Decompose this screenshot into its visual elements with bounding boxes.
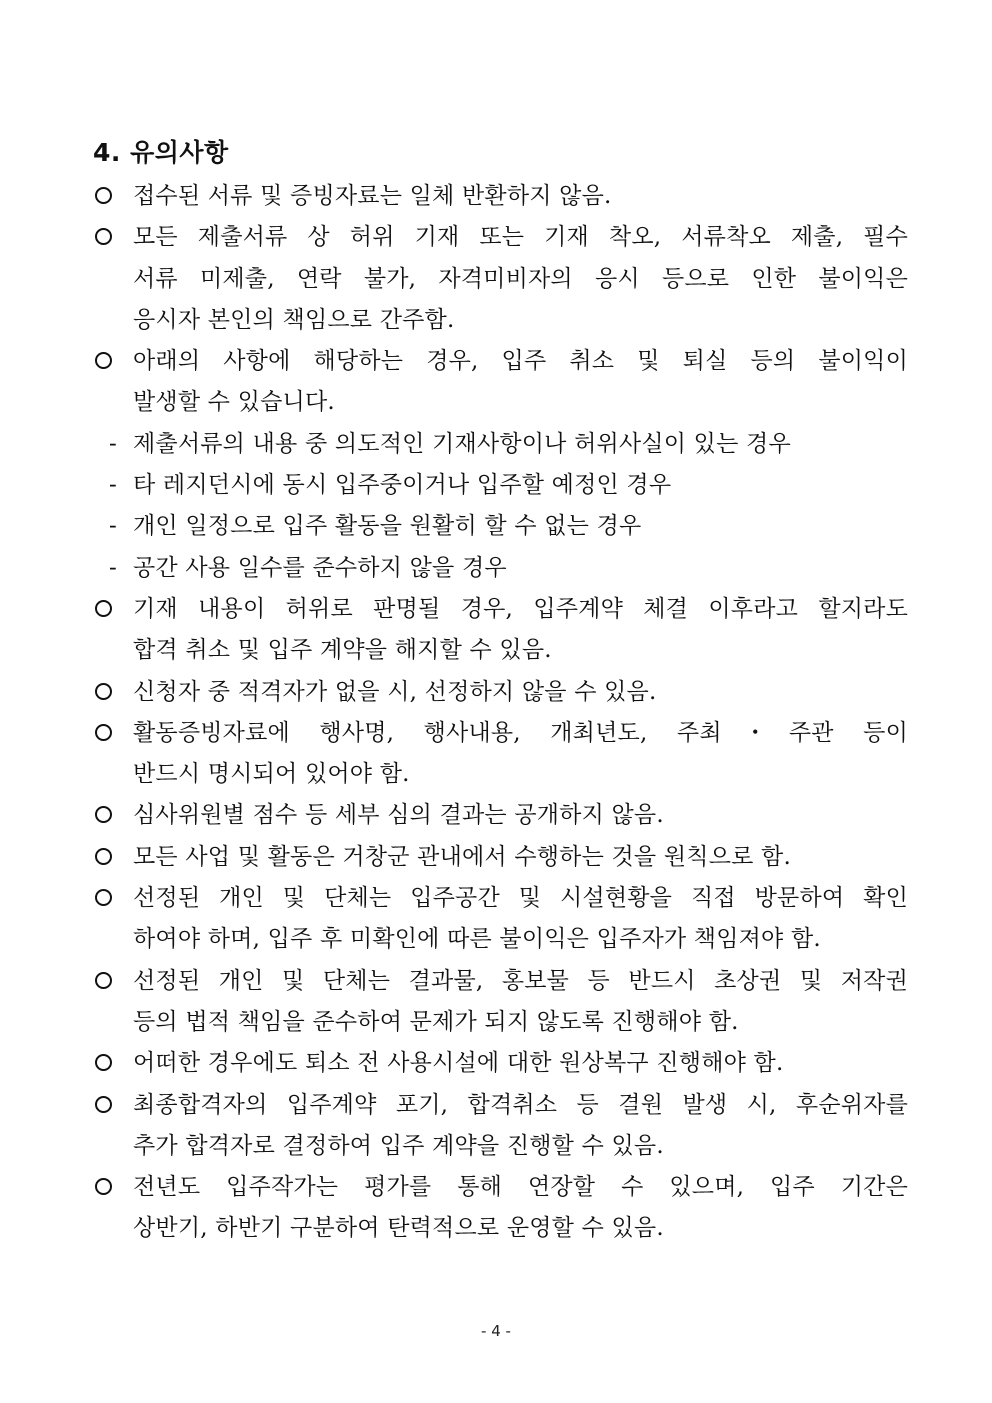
notice-line: 모든 제출서류 상 허위 기재 또는 기재 착오, 서류착오 제출, 필수	[133, 224, 908, 251]
notice-subitem	[93, 548, 908, 589]
dash-bullet-icon: -	[109, 513, 117, 540]
notice-item	[93, 961, 908, 1044]
notice-line: 아래의 사항에 해당하는 경우, 입주 취소 및 퇴실 등의 불이익이	[133, 348, 908, 375]
notice-line: 선정된 개인 및 단체는 결과물, 홍보물 등 반드시 초상권 및 저작권	[133, 967, 908, 994]
notice-line: 상반기, 하반기 구분하여 탄력적으로 운영할 수 있음.	[133, 1215, 664, 1242]
notice-item	[93, 589, 908, 672]
notice-item	[93, 1043, 908, 1084]
circle-bullet-icon	[95, 600, 112, 617]
circle-bullet-icon	[95, 1054, 112, 1071]
notice-item	[93, 217, 908, 341]
notice-item	[93, 672, 908, 713]
notice-line: 추가 합격자로 결정하여 입주 계약을 진행할 수 있음.	[133, 1132, 664, 1159]
notice-line: 발생할 수 있습니다.	[133, 389, 335, 416]
notice-line: 선정된 개인 및 단체는 입주공간 및 시설현황을 직접 방문하여 확인	[133, 885, 908, 912]
dash-bullet-icon: -	[109, 472, 117, 499]
notice-item	[93, 713, 908, 796]
notice-item	[93, 837, 908, 878]
notice-item	[93, 1085, 908, 1168]
notice-line: 개인 일정으로 입주 활동을 원활히 할 수 없는 경우	[133, 513, 642, 540]
notice-line: 전년도 입주작가는 평가를 통해 연장할 수 있으며, 입주 기간은	[133, 1174, 908, 1201]
circle-bullet-icon	[95, 1096, 112, 1113]
circle-bullet-icon	[95, 1178, 112, 1195]
notice-item	[93, 176, 908, 217]
notice-list	[93, 176, 908, 1250]
notice-line: 제출서류의 내용 중 의도적인 기재사항이나 허위사실이 있는 경우	[133, 430, 791, 457]
circle-bullet-icon	[95, 848, 112, 865]
dash-bullet-icon: -	[109, 554, 117, 581]
circle-bullet-icon	[95, 352, 112, 369]
notice-line: 심사위원별 점수 등 세부 심의 결과는 공개하지 않음.	[133, 802, 664, 829]
notice-subitem	[93, 465, 908, 506]
circle-bullet-icon	[95, 724, 112, 741]
circle-bullet-icon	[95, 889, 112, 906]
notice-line: 최종합격자의 입주계약 포기, 합격취소 등 결원 발생 시, 후순위자를	[133, 1091, 908, 1118]
notice-line: 어떠한 경우에도 퇴소 전 사용시설에 대한 원상복구 진행해야 함.	[133, 1050, 784, 1077]
notice-line: 접수된 서류 및 증빙자료는 일체 반환하지 않음.	[133, 183, 612, 209]
section-title: 4. 유의사항	[93, 138, 229, 167]
circle-bullet-icon	[95, 228, 112, 245]
notice-subitem	[93, 506, 908, 547]
circle-bullet-icon	[95, 187, 112, 204]
circle-bullet-icon	[95, 972, 112, 989]
notice-line: 반드시 명시되어 있어야 함.	[133, 761, 410, 788]
notice-line: 모든 사업 및 활동은 거창군 관내에서 수행하는 것을 원칙으로 함.	[133, 843, 791, 870]
notice-line: 서류 미제출, 연락 불가, 자격미비자의 응시 등으로 인한 불이익은	[133, 265, 908, 292]
notice-subitem	[93, 424, 908, 465]
circle-bullet-icon	[95, 683, 112, 700]
notice-line: 활동증빙자료에 행사명, 행사내용, 개최년도, 주최・주관 등이	[133, 719, 908, 746]
notice-line: 신청자 중 적격자가 없을 시, 선정하지 않을 수 있음.	[133, 678, 657, 705]
dash-bullet-icon: -	[109, 430, 117, 457]
circle-bullet-icon	[95, 806, 112, 823]
notice-item	[93, 878, 908, 961]
notice-line: 하여야 하며, 입주 후 미확인에 따른 불이익은 입주자가 책임져야 함.	[133, 926, 821, 953]
notice-item	[93, 1167, 908, 1250]
notice-line: 응시자 본인의 책임으로 간주함.	[133, 306, 455, 333]
notice-line: 합격 취소 및 입주 계약을 해지할 수 있음.	[133, 637, 552, 664]
notice-line: 타 레지던시에 동시 입주중이거나 입주할 예정인 경우	[133, 472, 672, 499]
notice-item	[93, 795, 908, 836]
page-number: - 4 -	[481, 1322, 511, 1340]
notice-item	[93, 341, 908, 424]
notice-line: 공간 사용 일수를 준수하지 않을 경우	[133, 554, 507, 581]
notice-line: 기재 내용이 허위로 판명될 경우, 입주계약 체결 이후라고 할지라도	[133, 595, 908, 622]
notice-line: 등의 법적 책임을 준수하여 문제가 되지 않도록 진행해야 함.	[133, 1008, 739, 1035]
